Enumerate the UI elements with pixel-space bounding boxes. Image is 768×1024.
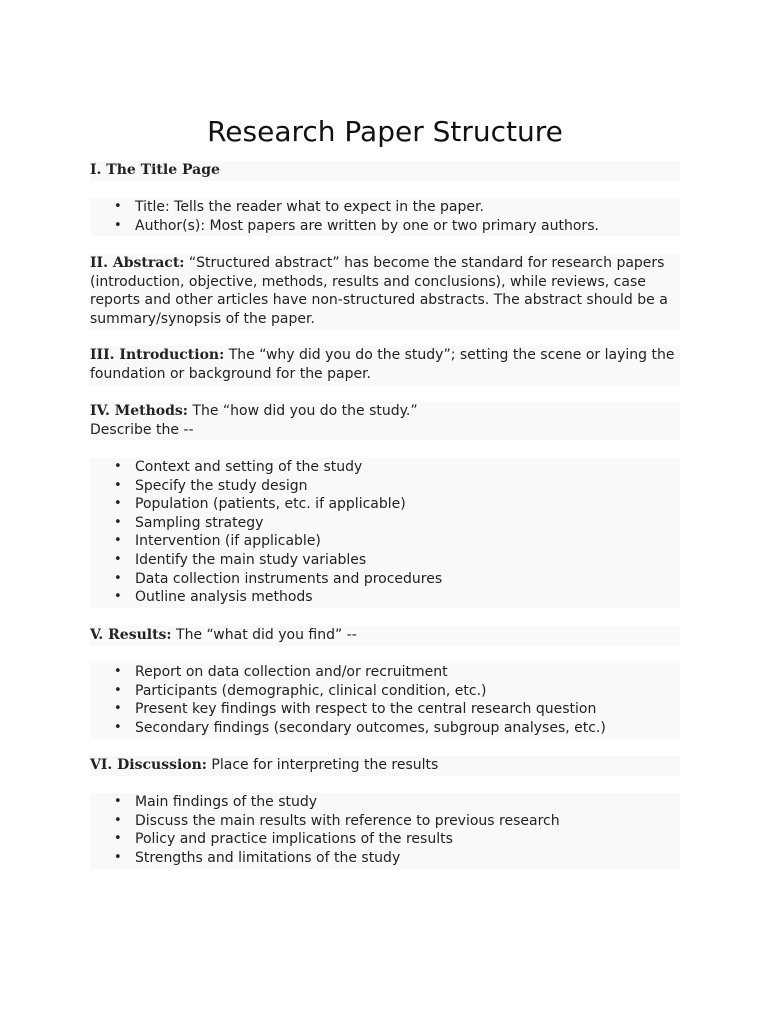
list-item: • Title: Tells the reader what to expect in the paper. bbox=[135, 198, 680, 217]
section-results bbox=[90, 626, 680, 646]
section-results-list bbox=[90, 663, 680, 739]
list-item: • Present key findings with respect to the central research question bbox=[135, 700, 680, 719]
list-item: • Identify the main study variables bbox=[135, 551, 680, 570]
list-item: • Data collection instruments and procedures bbox=[135, 570, 680, 589]
section-heading: II. Abstract: bbox=[90, 255, 185, 271]
document-title: Research Paper Structure bbox=[207, 115, 563, 148]
list-item: • Main findings of the study bbox=[135, 793, 680, 812]
section-title-page-list bbox=[90, 198, 680, 236]
list-item: • Secondary findings (secondary outcomes, subgroup analyses, etc.) bbox=[135, 719, 680, 738]
list-item: • Context and setting of the study bbox=[135, 458, 680, 477]
section-heading: V. Results: bbox=[90, 627, 172, 643]
section-methods-list bbox=[90, 458, 680, 608]
section-heading: IV. Methods: bbox=[90, 403, 188, 419]
section-text: “Structured abstract” has become the standard for research papers (introduction, objective, methods, results and conclusions), while reviews, case reports and other articles have non-structured abstracts. The abstract should be a summary/synopsis of the paper. bbox=[90, 255, 668, 327]
section-heading: VI. Discussion: bbox=[90, 757, 207, 773]
section-heading: I. The Title Page bbox=[90, 162, 220, 178]
list-item: • Population (patients, etc. if applicable) bbox=[135, 495, 680, 514]
section-heading: III. Introduction: bbox=[90, 347, 225, 363]
section-introduction bbox=[90, 346, 680, 386]
list-item: • Outline analysis methods bbox=[135, 588, 680, 607]
list-item: • Sampling strategy bbox=[135, 514, 680, 533]
list-item: • Report on data collection and/or recruitment bbox=[135, 663, 680, 682]
list-item: • Strengths and limitations of the study bbox=[135, 849, 680, 868]
section-discussion bbox=[90, 756, 680, 776]
list-item: • Intervention (if applicable) bbox=[135, 532, 680, 551]
section-text: Place for interpreting the results bbox=[206, 757, 439, 773]
list-item: • Policy and practice implications of the results bbox=[135, 830, 680, 849]
section-discussion-list bbox=[90, 793, 680, 869]
section-subtext: Describe the -- bbox=[90, 421, 194, 438]
section-text: The “how did you do the study.” bbox=[187, 403, 418, 419]
list-item: • Author(s): Most papers are written by one or two primary authors. bbox=[135, 217, 680, 236]
section-text: The “why did you do the study”; setting the scene or laying the foundation or background for the paper. bbox=[90, 347, 675, 382]
list-item: • Specify the study design bbox=[135, 477, 680, 496]
section-abstract bbox=[90, 254, 680, 330]
list-item: • Discuss the main results with reference to previous research bbox=[135, 812, 680, 831]
list-item: • Participants (demographic, clinical condition, etc.) bbox=[135, 682, 680, 701]
section-title-page-heading-block bbox=[90, 161, 680, 181]
section-text: The “what did you find” -- bbox=[171, 627, 357, 643]
section-methods bbox=[90, 402, 680, 440]
